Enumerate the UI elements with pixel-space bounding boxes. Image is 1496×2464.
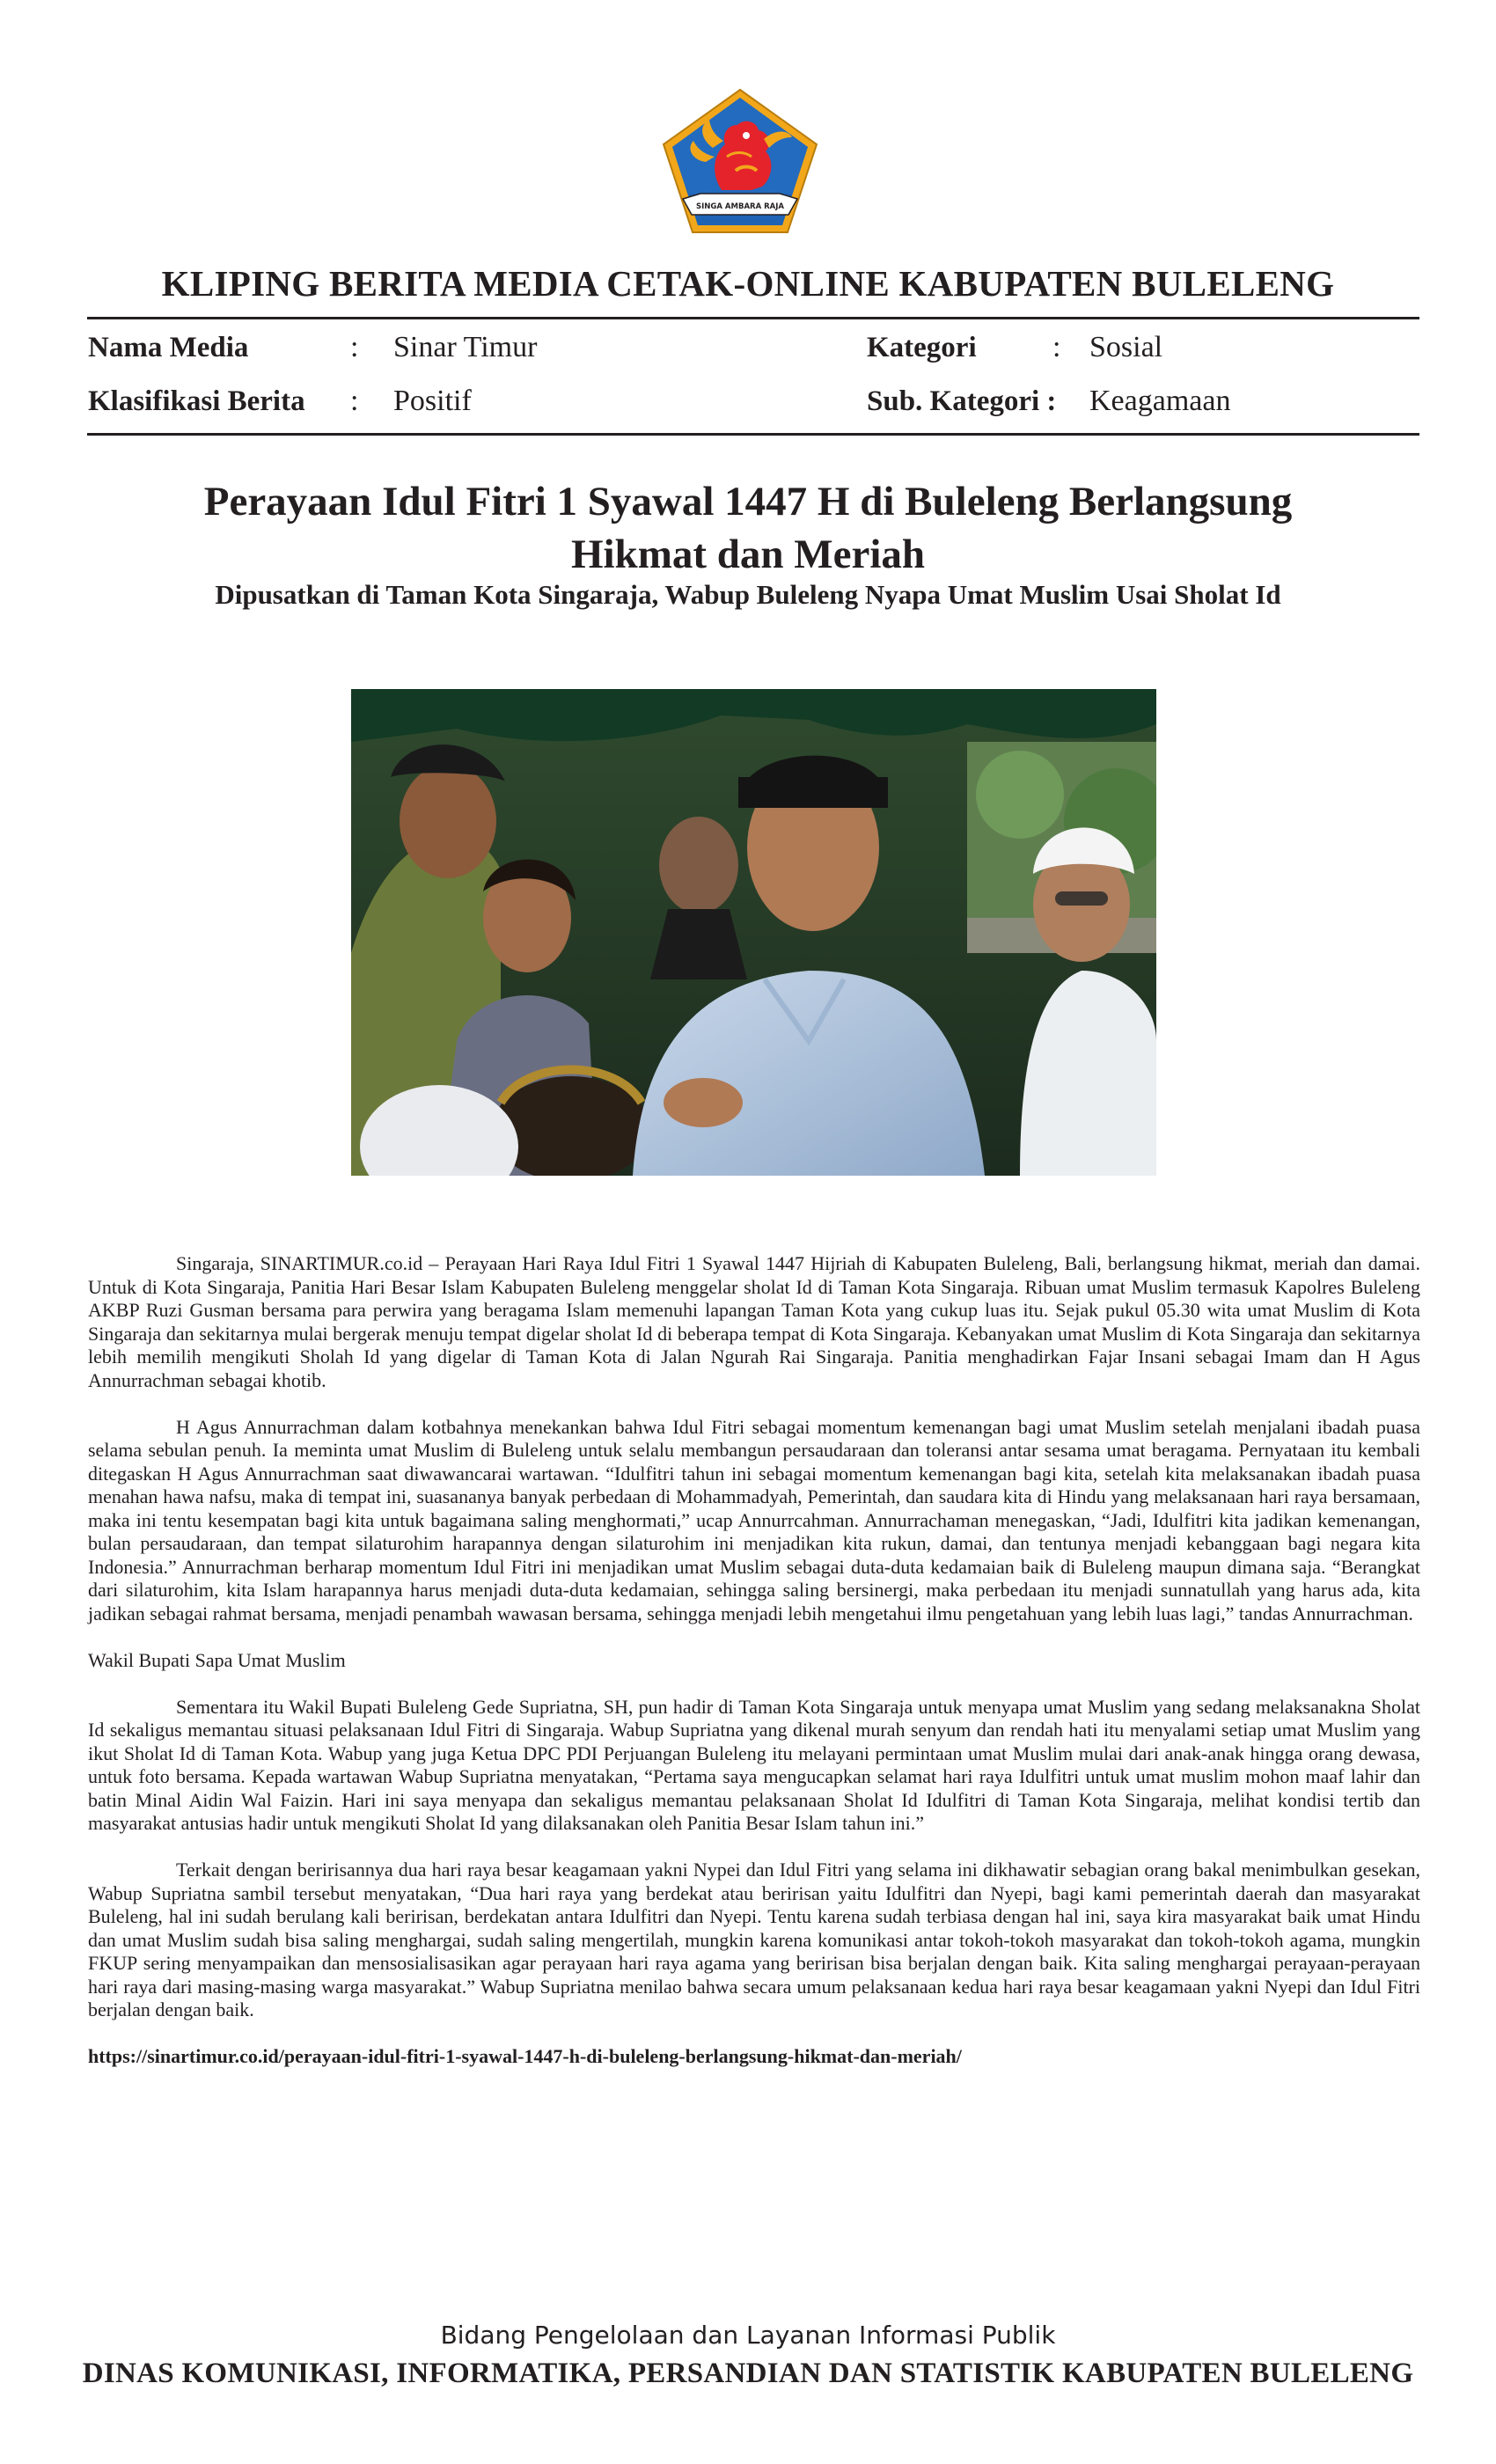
- klasifikasi-label: Klasifikasi Berita: [88, 385, 305, 417]
- sub-kategori-label: Sub. Kategori :: [867, 385, 1057, 417]
- klasifikasi-value: Positif: [393, 385, 472, 417]
- article-subheadline: Dipusatkan di Taman Kota Singaraja, Wabup Buleleng Nyapa Umat Muslim Usai Sholat Id: [215, 579, 1281, 610]
- kliping-title: KLIPING BERITA MEDIA CETAK-ONLINE KABUPATEN BULELENG: [161, 263, 1335, 304]
- meta-row-1: [0, 328, 1496, 367]
- nama-media-value: Sinar Timur: [393, 331, 538, 363]
- lion-crest-icon: [660, 86, 820, 236]
- nama-media-separator: :: [350, 331, 359, 363]
- news-photo-icon: [351, 689, 1156, 1176]
- klasifikasi-separator: :: [350, 385, 359, 417]
- kategori-label: Kategori: [867, 332, 977, 363]
- source-url: https://sinartimur.co.id/perayaan-idul-fitri-1-syawal-1447-h-di-buleleng-berlangsung-hikmat-dan-meriah/: [88, 2045, 962, 2067]
- article-paragraph-3: Sementara itu Wakil Bupati Buleleng Gede Supriatna, SH, pun hadir di Taman Kota Singaraja untuk menyapa umat Muslim yang sedang melaksanakna Sholat Id sekaligus memantau situasi pelaksanaan Idul Fitri di Singaraja. Wabup Supriatna yang dikenal murah senyum dan rendah hati itu menyalami setiap umat Muslim yang ikut Sholat Id di Taman Kota. Wabup yang juga Ketua DPC PDI Perjuangan Buleleng itu melayani permintaan umat Muslim mulai dari anak-anak hingga orang dewasa, untuk foto bersama. Kepada wartawan Wabup Supriatna menyatakan, “Pertama saya mengucapkan selamat hari raya Idulfitri untuk umat muslim mohon maaf lahir dan batin Minal Aidin Wal Faizin. Hari ini saya menyapa dan sekaligus memantau pelaksanaan Sholat Id Idulfitri di Taman Kota Singaraja, melihat kondisi tertib dan masyarakat antusias hadir untuk mengikuti Sholat Id yang dilaksanakan oleh Panitia Besar Islam tahun ini.”: [88, 1695, 1420, 1834]
- header-rule-top: [87, 317, 1419, 319]
- headline-line-2: Hikmat dan Meriah: [570, 532, 926, 577]
- kategori-value: Sosial: [1089, 331, 1163, 363]
- nama-media-label: Nama Media: [88, 332, 249, 363]
- article-paragraph-4: Terkait dengan beririsannya dua hari raya besar keagamaan yakni Nypei dan Idul Fitri yang selama ini dikhawatir sebagian orang bakal menimbulkan gesekan, Wabup Supriatna sambil tersebut menyatakan, “Dua hari raya yang berdekat atau beririsan yaitu Idulfitri dan Nyepi, bagi kami pemerintah daerah dan masyarakat Buleleng, hal ini sudah berulang kali beririsan, berdekatan antara Idulfitri dan Nyepi. Tentu karena sudah terbiasa dengan hal ini, saya kira masyarakat baik umat Hindu dan umat Muslim sudah bisa saling menghargai, sudah saling mengertilah, mungkin karena komunikasi antar tokoh-tokoh masyarakat dan tokoh-tokoh agama, mungkin FKUP sering menyampaikan dan mensosialisasikan agar perayaan hari raya agama yang beririsan bisa berjalan dengan baik. Kita saling menghargai perayaan-perayaan hari raya dari masing-masing warga masyarakat.” Wabup Supriatna menilao bahwa secara umum pelaksanaan kedua hari raya besar keagamaan yakni Nyepi dan Idul Fitri berjalan dengan baik.: [88, 1859, 1420, 2020]
- article-paragraph-1: Singaraja, SINARTIMUR.co.id – Perayaan Hari Raya Idul Fitri 1 Syawal 1447 Hijriah di Kabupaten Buleleng, Bali, berlangsung hikmat, meriah dan damai. Untuk di Kota Singaraja, Panitia Hari Besar Islam Kabupaten Buleleng menggelar sholat Id di Taman Kota Singaraja. Ribuan umat Muslim termasuk Kapolres Buleleng AKBP Ruzi Gusman bersama para perwira yang beragama Islam memenuhi lapangan Taman Kota yang cukup luas itu. Sejak pukul 05.30 wita umat Muslim di Kota Singaraja dan sekitarnya mulai bergerak menuju tempat digelar sholat Id di beberapa tempat di Kota Singaraja. Kebanyakan umat Muslim di Kota Singaraja dan sekitarnya lebih memilih mengikuti Sholah Id yang digelar di Taman Kota di Jalan Ngurah Rai Singaraja. Panitia menghadirkan Fajar Insani sebagai Imam dan H Agus Annurrachman sebagai khotib.: [88, 1252, 1420, 1391]
- headline-line-1: Perayaan Idul Fitri 1 Syawal 1447 H di Buleleng Berlangsung: [203, 479, 1293, 524]
- header-rule-bottom: [87, 433, 1419, 436]
- article-paragraph-2: H Agus Annurrachman dalam kotbahnya menekankan bahwa Idul Fitri sebagai momentum kemenangan bagi umat Muslim setelah menjalani ibadah puasa selama sebulan penuh. Ia meminta umat Muslim di Buleleng untuk selalu membangun persaudaraan dan toleransi antar sesama umat beragama. Pernyataan itu kembali ditegaskan H Agus Annurrachman saat diwawancarai wartawan. “Idulfitri tahun ini sebagai momentum kemenangan bagi kita, setelah kita melaksanakan ibadah puasa menahan hawa nafsu, maka di tempat ini, suasananya banyak perbedaan di Mohammadyah, Pemerintah, dan saudara kita di Hindu yang melaksanaan hari raya bersamaan, maka ini tentu kesempatan bagi kita untuk bagaimana saling menghormati,” ucap Annurrcahman. Annurrachaman menegaskan, “Jadi, Idulfitri kita jadikan kemenangan, bulan persaudaraan, dan tempat silaturohim harapannya dengan silaturohim ini menjadikan kita rukun, damai, dan tentunya menjadi kebanggaan bagi negara kita Indonesia.” Annurrachman berharap momentum Idul Fitri ini menjadikan umat Muslim sebagai duta-duta kedamaian baik di Buleleng maupun dimana saja. “Berangkat dari silaturohim, kita Islam harapannya harus menjadi duta-duta kedamaian, sehingga saling bersinergi, maka perbedaan itu menjadi sunnatullah yang harus ada, kita jadikan sebagai rahmat bersama, menjadi penambah wawasan bersama, sehingga menjadi lebih mengetahui ilmu pengetahuan yang lebih luas lagi,” tandas Annurrachman.: [88, 1415, 1420, 1624]
- logo-ribbon-text: SINGA AMBARA RAJA: [696, 202, 784, 211]
- footer-dinas: DINAS KOMUNIKASI, INFORMATIKA, PERSANDIAN DAN STATISTIK KABUPATEN BULELENG: [82, 2358, 1414, 2389]
- article-photo: [351, 689, 1156, 1176]
- pemkab-buleleng-logo: [660, 86, 820, 236]
- meta-row-2: [0, 382, 1496, 421]
- article-headline: [132, 475, 1364, 581]
- sub-kategori-value: Keagamaan: [1089, 385, 1231, 417]
- footer-bidang: Bidang Pengelolaan dan Layanan Informasi Publik: [440, 2321, 1056, 2350]
- kategori-separator: :: [1052, 331, 1061, 363]
- section-heading: Wakil Bupati Sapa Umat Muslim: [88, 1648, 346, 1671]
- article-body: [88, 1252, 1420, 2092]
